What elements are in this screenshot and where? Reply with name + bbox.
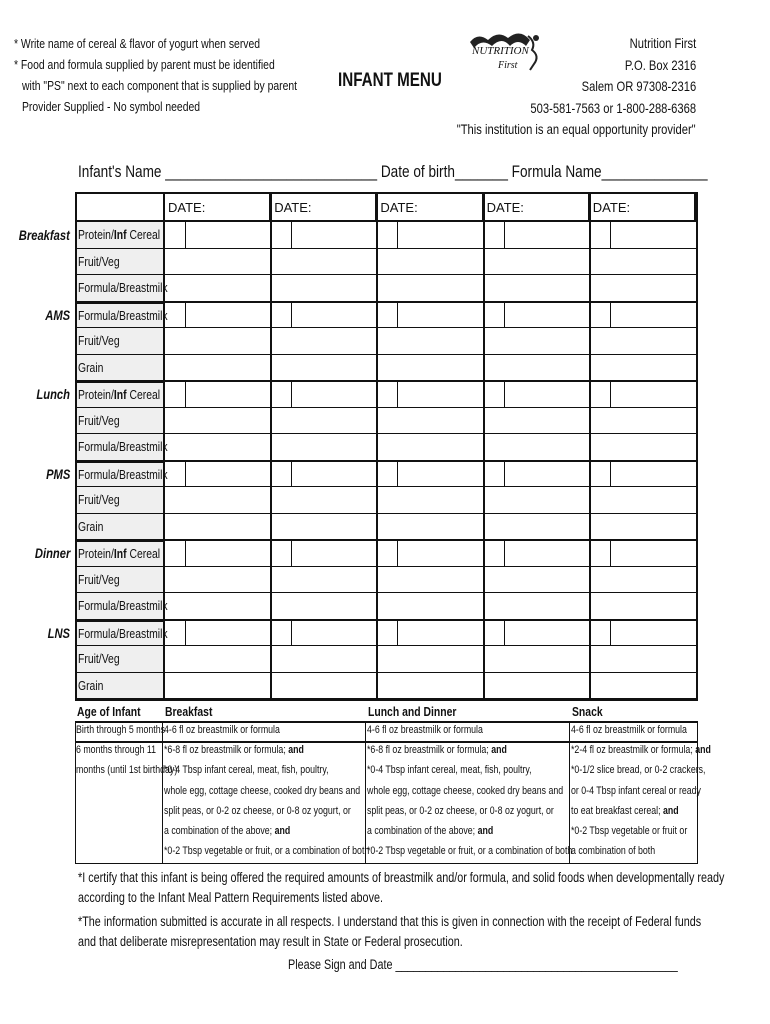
row-label: Fruit/Veg — [77, 487, 165, 514]
lunch-pattern-line: *6-8 fl oz breastmilk or formula; and — [367, 744, 507, 757]
breakfast-pattern-line: *6-8 fl oz breastmilk or formula; and — [164, 744, 304, 757]
infant-name-field[interactable]: ____________________________ — [165, 162, 378, 181]
date-header-5[interactable]: DATE: — [590, 194, 696, 222]
menu-entry-cell[interactable] — [271, 408, 377, 435]
menu-entry-cell[interactable] — [377, 593, 483, 620]
row-label: Protein/Inf Cereal — [77, 381, 165, 408]
snack-pattern-line: *0-1/2 slice bread, or 0-2 crackers, — [571, 764, 706, 777]
cert-line: *The information submitted is accurate in all respects. I understand that this is given in connection with the receipt of Federal funds — [78, 914, 702, 929]
lunch-pattern-line: whole egg, cottage cheese, cooked dry beans and — [367, 784, 564, 797]
signature-line — [288, 957, 770, 972]
equal-opportunity-statement: "This institution is an equal opportunity provider" — [457, 121, 696, 137]
menu-entry-cell[interactable] — [165, 249, 271, 276]
menu-entry-cell[interactable] — [165, 222, 271, 249]
menu-entry-cell[interactable] — [377, 540, 483, 567]
menu-entry-cell[interactable] — [165, 540, 271, 567]
menu-entry-cell[interactable] — [590, 646, 696, 673]
menu-entry-cell[interactable] — [377, 222, 483, 249]
menu-entry-cell[interactable] — [590, 302, 696, 329]
snack-pattern-line: 4-6 fl oz breastmilk or formula — [571, 724, 687, 736]
menu-entry-cell[interactable] — [484, 328, 590, 355]
row-label: Fruit/Veg — [77, 646, 165, 673]
infant-meal-pattern — [75, 703, 711, 864]
city-line: Salem OR 97308-2316 — [581, 78, 696, 94]
date-header-2[interactable]: DATE: — [271, 194, 377, 222]
menu-entry-cell[interactable] — [165, 381, 271, 408]
breakfast-pattern-line: *0-2 Tbsp vegetable or fruit, or a combination of both — [164, 845, 370, 858]
note-line: with "PS" next to each component that is supplied by parent — [22, 78, 298, 93]
row-label: Protein/Inf Cereal — [77, 222, 165, 249]
menu-entry-cell[interactable] — [271, 434, 377, 461]
menu-entry-cell[interactable] — [271, 249, 377, 276]
org-name: Nutrition First — [629, 35, 696, 51]
snack-pattern-line: a combination of both — [571, 845, 656, 858]
pattern-header-1: Breakfast — [165, 704, 213, 719]
snack-pattern-line: *2-4 fl oz breastmilk or formula; and — [571, 744, 711, 757]
menu-entry-cell[interactable] — [590, 540, 696, 567]
note-line: * Write name of cereal & flavor of yogurt when served — [14, 36, 261, 51]
row-label: Formula/Breastmilk — [77, 275, 165, 302]
menu-entry-cell[interactable] — [377, 620, 483, 647]
menu-entry-cell[interactable] — [377, 487, 483, 514]
menu-entry-cell[interactable] — [165, 514, 271, 541]
phone-line: 503-581-7563 or 1-800-288-6368 — [530, 99, 696, 116]
menu-entry-cell[interactable] — [590, 620, 696, 647]
menu-entry-cell[interactable] — [377, 381, 483, 408]
menu-entry-cell[interactable] — [271, 381, 377, 408]
row-label: Grain — [77, 514, 165, 541]
menu-entry-cell[interactable] — [484, 461, 590, 488]
menu-entry-cell[interactable] — [484, 222, 590, 249]
column-divider — [376, 194, 378, 699]
menu-entry-cell[interactable] — [271, 567, 377, 594]
lunch-pattern-line: 4-6 fl oz breastmilk or formula — [367, 724, 483, 736]
breakfast-pattern-line: 4-6 fl oz breastmilk or formula — [164, 724, 280, 736]
row-label: Formula/Breastmilk — [77, 620, 165, 647]
breakfast-pattern-line: split peas, or 0-2 oz cheese, or 0-8 oz yogurt, or — [164, 804, 351, 817]
menu-entry-cell[interactable] — [484, 275, 590, 302]
row-label: Formula/Breastmilk — [77, 593, 165, 620]
menu-entry-cell[interactable] — [484, 514, 590, 541]
menu-entry-cell[interactable] — [377, 673, 483, 700]
po-box: P.O. Box 2316 — [624, 56, 696, 73]
pattern-header-3: Snack — [572, 704, 603, 719]
menu-entry-cell[interactable] — [590, 461, 696, 488]
menu-entry-cell[interactable] — [271, 355, 377, 382]
menu-entry-cell[interactable] — [484, 249, 590, 276]
row-label: Formula/Breastmilk — [77, 434, 165, 461]
lunch-pattern-line: split peas, or 0-2 oz cheese, or 0-8 oz yogurt, or — [367, 804, 554, 817]
note-line: Provider Supplied - No symbol needed — [22, 99, 201, 114]
menu-entry-cell[interactable] — [165, 408, 271, 435]
date-header-1[interactable]: DATE: — [165, 194, 271, 222]
menu-entry-cell[interactable] — [271, 620, 377, 647]
menu-entry-cell[interactable] — [165, 487, 271, 514]
sign-label: Please Sign and Date — [288, 957, 393, 972]
signature-field[interactable]: _______________________________________________ — [395, 957, 678, 972]
menu-entry-cell[interactable] — [590, 593, 696, 620]
pattern-col-divider — [162, 721, 163, 864]
menu-entry-cell[interactable] — [590, 434, 696, 461]
menu-entry-cell[interactable] — [377, 408, 483, 435]
address-block — [397, 33, 696, 141]
row-label: Protein/Inf Cereal — [77, 540, 165, 567]
menu-entry-cell[interactable] — [377, 328, 483, 355]
menu-entry-cell[interactable] — [377, 646, 483, 673]
row-label: Formula/Breastmilk — [77, 302, 165, 329]
column-divider — [589, 194, 591, 699]
grid-corner — [77, 194, 165, 222]
menu-entry-cell[interactable] — [271, 461, 377, 488]
lunch-pattern-line: a combination of the above; and — [367, 825, 494, 837]
menu-entry-cell[interactable] — [271, 540, 377, 567]
dob-label: Date of birth — [380, 162, 455, 181]
menu-entry-cell[interactable] — [484, 673, 590, 700]
menu-entry-cell[interactable] — [271, 646, 377, 673]
menu-entry-cell[interactable] — [590, 222, 696, 249]
menu-entry-cell[interactable] — [271, 275, 377, 302]
menu-entry-cell[interactable] — [590, 249, 696, 276]
row-label: Fruit/Veg — [77, 249, 165, 276]
menu-entry-cell[interactable] — [165, 620, 271, 647]
menu-entry-cell[interactable] — [271, 593, 377, 620]
menu-entry-cell[interactable] — [484, 408, 590, 435]
snack-pattern-line: *0-2 Tbsp vegetable or fruit or — [571, 825, 688, 837]
row-label: Fruit/Veg — [77, 328, 165, 355]
menu-entry-cell[interactable] — [590, 567, 696, 594]
meal-label-breakfast: Breakfast — [18, 227, 70, 243]
menu-entry-cell[interactable] — [165, 567, 271, 594]
lunch-pattern-line: *0-2 Tbsp vegetable or fruit, or a combination of both — [367, 845, 573, 858]
menu-entry-cell[interactable] — [484, 487, 590, 514]
pattern-header-0: Age of Infant — [77, 704, 141, 719]
cert-line: and that deliberate misrepresentation may result in State or Federal prosecution. — [78, 934, 463, 949]
meal-label-dinner: Dinner — [34, 545, 70, 561]
row-label: Grain — [77, 673, 165, 700]
menu-entry-cell[interactable] — [377, 355, 483, 382]
menu-entry-cell[interactable] — [377, 275, 483, 302]
age-text: months (until 1st birthday) — [76, 764, 178, 777]
lunch-pattern-line: *0-4 Tbsp infant cereal, meat, fish, poultry, — [367, 764, 532, 777]
cert-line: *I certify that this infant is being offered the required amounts of breastmilk and/or formula, and solid foods when developmentally ready — [78, 870, 725, 885]
formula-name-label: Formula Name — [511, 162, 602, 181]
menu-entry-cell[interactable] — [165, 275, 271, 302]
instruction-notes — [14, 33, 366, 117]
menu-entry-cell[interactable] — [484, 302, 590, 329]
date-header-4[interactable]: DATE: — [484, 194, 590, 222]
menu-entry-cell[interactable] — [484, 381, 590, 408]
menu-entry-cell[interactable] — [484, 593, 590, 620]
menu-grid — [75, 192, 698, 701]
menu-entry-cell[interactable] — [590, 275, 696, 302]
meal-label-pms: PMS — [45, 465, 70, 482]
menu-entry-cell[interactable] — [165, 355, 271, 382]
infant-name-label: Infant's Name — [78, 162, 162, 181]
meal-label-lunch: Lunch — [36, 386, 70, 402]
menu-entry-cell[interactable] — [590, 673, 696, 700]
menu-entry-cell[interactable] — [165, 328, 271, 355]
page-title: INFANT MENU — [338, 70, 442, 91]
cert-line: according to the Infant Meal Pattern Requirements listed above. — [78, 890, 383, 905]
row-label: Fruit/Veg — [77, 567, 165, 594]
meal-label-ams: AMS — [45, 306, 70, 323]
date-header-3[interactable]: DATE: — [377, 194, 483, 222]
menu-entry-cell[interactable] — [484, 540, 590, 567]
svg-text:First: First — [498, 60, 518, 71]
menu-entry-cell[interactable] — [271, 673, 377, 700]
menu-entry-cell[interactable] — [590, 514, 696, 541]
menu-entry-cell[interactable] — [484, 620, 590, 647]
row-label: Formula/Breastmilk — [77, 461, 165, 488]
menu-entry-cell[interactable] — [590, 328, 696, 355]
certification-text — [78, 868, 728, 952]
menu-entry-cell[interactable] — [165, 673, 271, 700]
menu-entry-cell[interactable] — [165, 461, 271, 488]
menu-entry-cell[interactable] — [165, 302, 271, 329]
breakfast-pattern-line: a combination of the above; and — [164, 825, 291, 837]
breakfast-pattern-line: whole egg, cottage cheese, cooked dry beans and — [164, 784, 361, 797]
menu-entry-cell[interactable] — [484, 646, 590, 673]
menu-entry-cell[interactable] — [271, 487, 377, 514]
row-label: Grain — [77, 355, 165, 382]
menu-entry-cell[interactable] — [271, 514, 377, 541]
menu-entry-cell[interactable] — [377, 514, 483, 541]
menu-entry-cell[interactable] — [590, 408, 696, 435]
infant-info-line — [78, 162, 770, 182]
menu-entry-cell[interactable] — [271, 302, 377, 329]
row-label: Fruit/Veg — [77, 408, 165, 435]
menu-entry-cell[interactable] — [377, 567, 483, 594]
menu-entry-cell[interactable] — [377, 249, 483, 276]
breakfast-pattern-line: *0-4 Tbsp infant cereal, meat, fish, poultry, — [164, 764, 329, 777]
dob-field[interactable]: _______ — [454, 162, 508, 181]
menu-entry-cell[interactable] — [377, 302, 483, 329]
pattern-divider — [75, 741, 698, 743]
age-text: Birth through 5 months — [76, 724, 166, 736]
menu-entry-cell[interactable] — [590, 355, 696, 382]
note-line: * Food and formula supplied by parent must be identified — [14, 57, 275, 72]
menu-entry-cell[interactable] — [165, 434, 271, 461]
formula-name-field[interactable]: ______________ — [601, 162, 708, 181]
meal-label-lns: LNS — [47, 624, 70, 641]
menu-entry-cell[interactable] — [590, 381, 696, 408]
menu-entry-cell[interactable] — [377, 434, 483, 461]
age-text: 6 months through 11 — [76, 744, 157, 757]
menu-entry-cell[interactable] — [484, 434, 590, 461]
menu-entry-cell[interactable] — [484, 355, 590, 382]
snack-pattern-line: or 0-4 Tbsp infant cereal or ready — [571, 784, 701, 797]
menu-entry-cell[interactable] — [590, 487, 696, 514]
snack-pattern-line: to eat breakfast cereal; and — [571, 804, 679, 817]
menu-entry-cell[interactable] — [165, 646, 271, 673]
menu-entry-cell[interactable] — [165, 593, 271, 620]
menu-entry-cell[interactable] — [377, 461, 483, 488]
svg-text:NUTRITION: NUTRITION — [472, 45, 529, 57]
menu-entry-cell[interactable] — [271, 222, 377, 249]
menu-entry-cell[interactable] — [271, 328, 377, 355]
column-divider — [483, 194, 485, 699]
menu-entry-cell[interactable] — [484, 567, 590, 594]
pattern-header-2: Lunch and Dinner — [368, 704, 457, 719]
column-divider — [270, 194, 272, 699]
